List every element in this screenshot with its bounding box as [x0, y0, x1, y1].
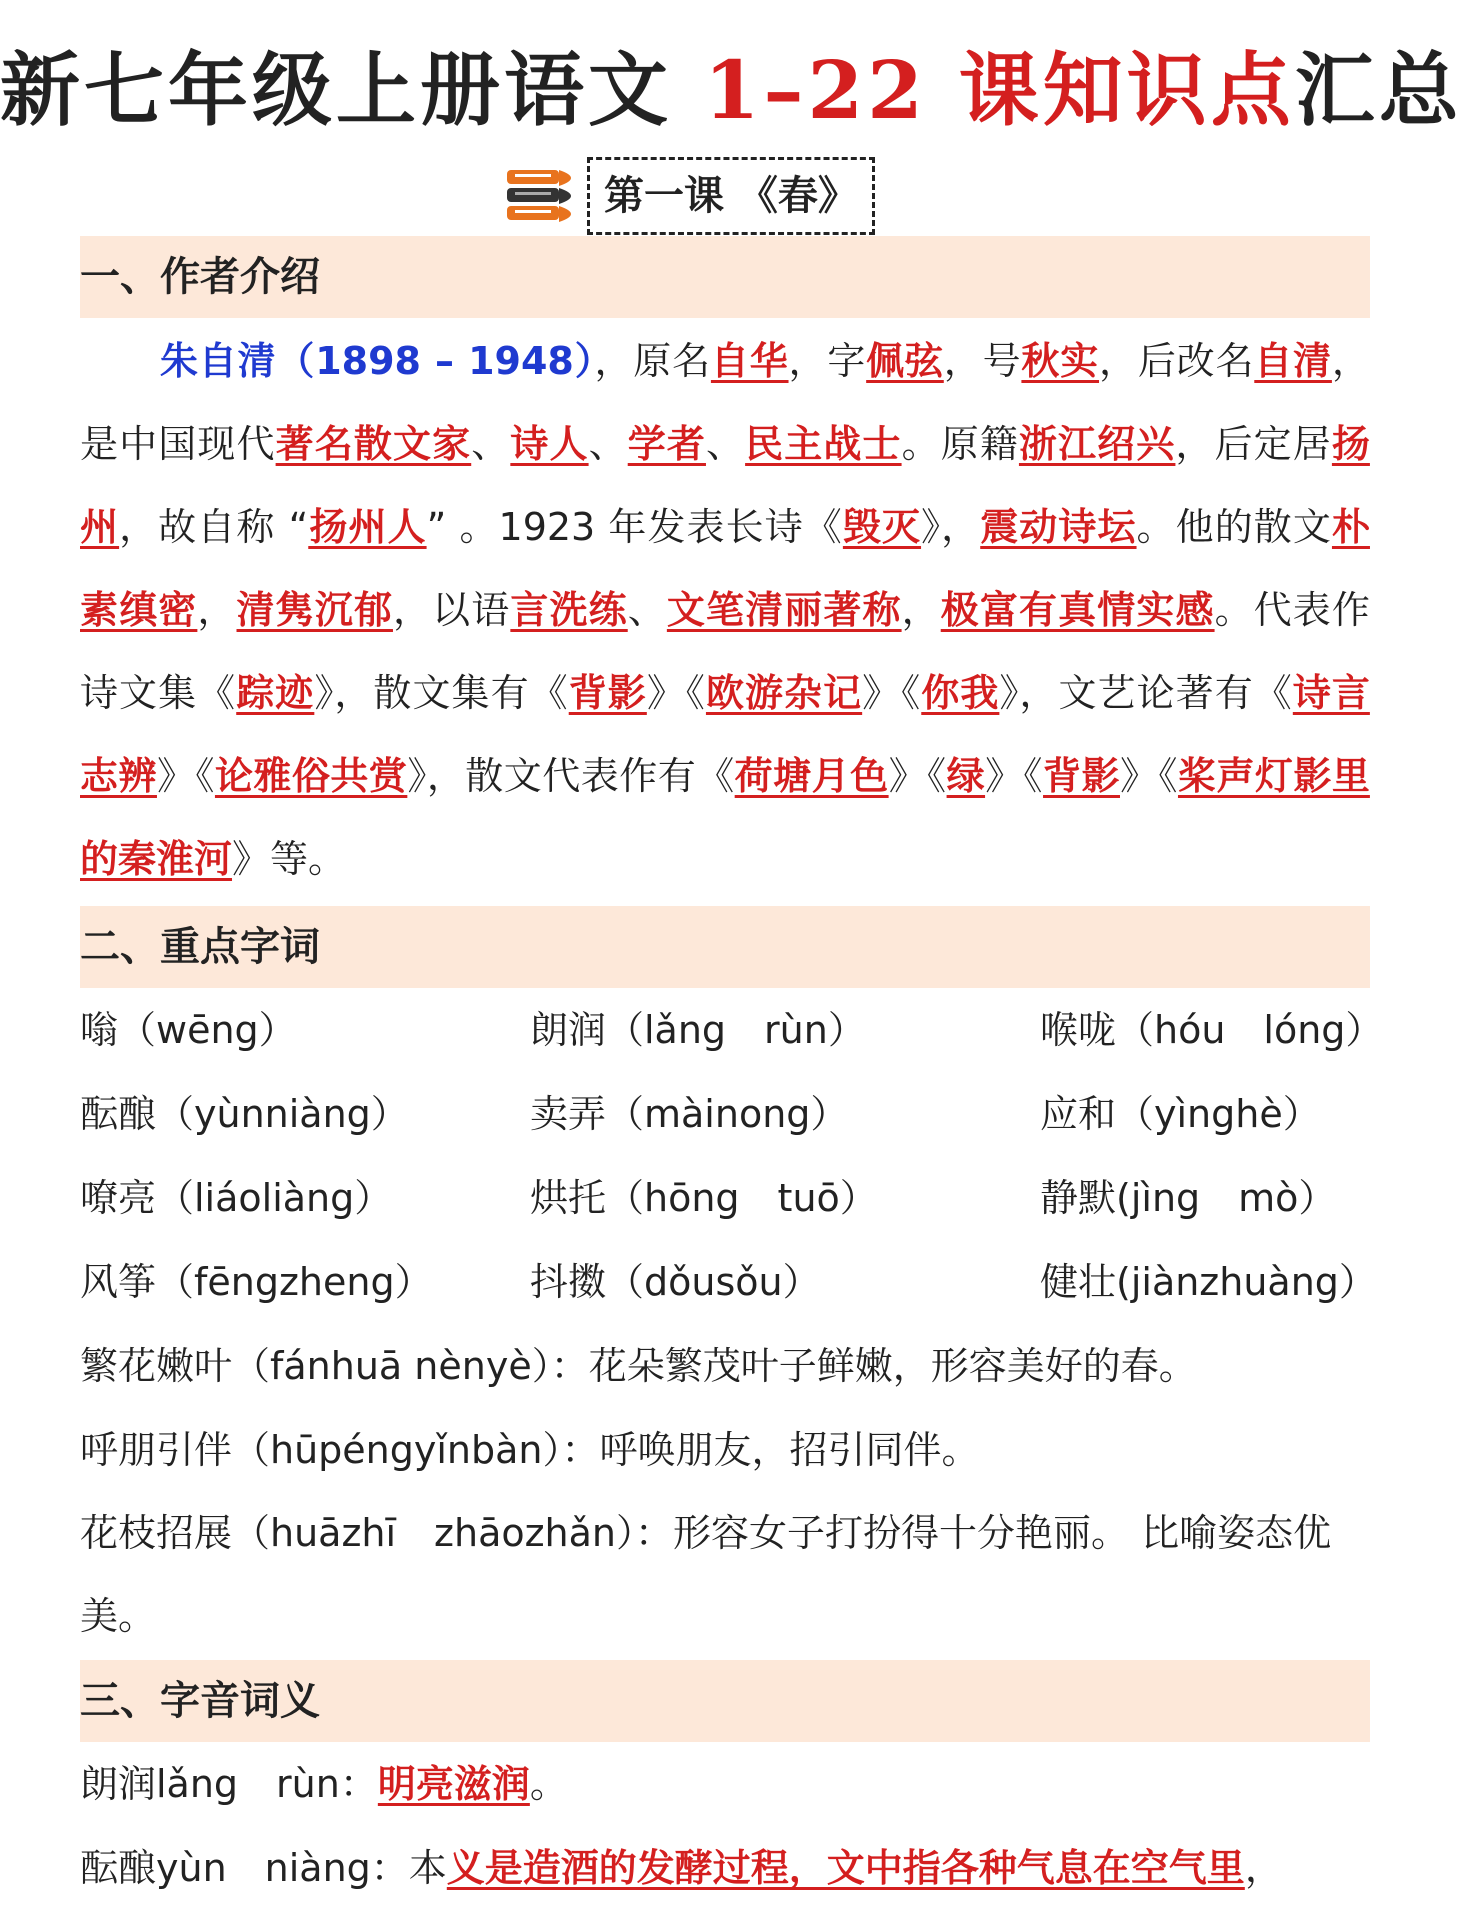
body-text: 。代表作诗文集《 — [80, 588, 1370, 715]
body-text: 》《 — [646, 671, 706, 715]
body-text: ，后改名 — [1099, 339, 1255, 383]
body-text: ，字 — [788, 339, 867, 383]
body-text: 》， — [921, 505, 981, 549]
word-entry: 抖擞（dǒusǒu） — [530, 1260, 821, 1304]
body-text: 、 — [627, 588, 667, 632]
idiom-list — [80, 1324, 1370, 1658]
body-text: ， — [1244, 1846, 1283, 1890]
body-text: 》《 — [156, 754, 215, 798]
word-entry: 烘托（hōng tuō） — [530, 1176, 878, 1220]
highlight-text: 自华 — [710, 339, 789, 383]
highlight-text: 佩弦 — [866, 339, 944, 383]
highlight-text: 背影 — [1043, 754, 1120, 798]
highlight-text: 朴素缜密 — [80, 505, 1370, 632]
books-icon — [505, 164, 583, 228]
author-paragraph — [80, 320, 1370, 901]
body-text: ，以语 — [392, 588, 511, 632]
section-heading-meanings: 三、字音词义 — [80, 1660, 1370, 1742]
word-entry: 酝酿（yùnniàng） — [80, 1092, 409, 1136]
highlight-text: 毁灭 — [842, 505, 922, 549]
section-heading-key-words: 二、重点字词 — [80, 906, 1370, 988]
title-red: 1–22 课知识点 — [703, 43, 1295, 137]
meanings-list — [80, 1742, 1370, 1910]
body-text: 》等。 — [232, 837, 347, 881]
body-text: 》，散文集有《 — [314, 671, 569, 715]
body-text: ，原名 — [594, 339, 711, 383]
idiom-item: 繁花嫩叶（fánhuā nènyè）：花朵繁茂叶子鲜嫩，形容美好的春。 — [80, 1344, 1197, 1388]
highlight-text: 自清 — [1254, 339, 1332, 383]
highlight-text: 扬州 — [80, 422, 1370, 549]
highlight-text: 震动诗坛 — [980, 505, 1137, 549]
highlight-text: 荷塘月色 — [734, 754, 889, 798]
body-text: ” 。1923 年发表长诗《 — [426, 505, 843, 549]
highlight-text: 绿 — [946, 754, 986, 798]
body-text: 。他的散文 — [1136, 505, 1332, 549]
body-text: ， — [901, 588, 941, 632]
body-text: ，故自称 “ — [119, 505, 309, 549]
title-part1: 新七年级上册语文 — [0, 43, 704, 137]
body-text: 、 — [588, 422, 628, 466]
author-intro — [80, 320, 1370, 901]
highlight-text: 民主战士 — [745, 422, 902, 466]
word-entry: 风筝（fēngzheng） — [80, 1260, 433, 1304]
highlight-text: 诗言志辨 — [80, 671, 1370, 798]
lesson-title: 第一课 《春》 — [587, 157, 875, 235]
highlight-text: 明亮滋润 — [377, 1762, 530, 1806]
word-entry: 卖弄（màinong） — [530, 1092, 849, 1136]
idiom-item: 花枝招展（huāzhī zhāozhǎn）：形容女子打扮得十分艳丽。 比喻姿态优美。 — [80, 1511, 1332, 1638]
word-row — [80, 988, 1440, 1072]
body-text: ，号 — [943, 339, 1022, 383]
word-entry: 健壮(jiànzhuàng） — [1040, 1260, 1377, 1304]
body-text: 、 — [471, 422, 511, 466]
highlight-text: 欧游杂记 — [705, 671, 863, 715]
body-text: 》《 — [985, 754, 1044, 798]
highlight-text: 扬州人 — [308, 505, 427, 549]
body-text: 》，文艺论著有《 — [999, 671, 1293, 715]
word-entry: 应和（yìnghè） — [1040, 1092, 1321, 1136]
highlight-text: 清隽沉郁 — [236, 588, 393, 632]
word-entry: 朗润（lǎng rùn） — [530, 1008, 866, 1052]
body-text: 。 — [529, 1762, 568, 1806]
meaning-item — [80, 1826, 1370, 1910]
page-title — [0, 42, 1463, 138]
highlight-text: 学者 — [627, 422, 706, 466]
word-entry: 嗡（wēng） — [80, 1008, 297, 1052]
highlight-text: 著名散文家 — [275, 422, 472, 466]
body-text: 》《 — [862, 671, 922, 715]
lesson-header — [505, 156, 875, 236]
body-text: 酝酿yùn niàng：本 — [80, 1846, 447, 1890]
body-text: 》，散文代表作有《 — [407, 754, 735, 798]
highlight-text: 背影 — [568, 671, 647, 715]
author-name: 朱自清（1898 – 1948） — [160, 339, 595, 383]
highlight-text: 踪迹 — [236, 671, 315, 715]
word-row — [80, 1072, 1440, 1156]
body-text: ，是中国现代 — [80, 339, 1370, 466]
highlight-text: 义是造酒的发酵过程，文中指各种气息在空气里 — [446, 1846, 1245, 1890]
word-row — [80, 1156, 1440, 1240]
meaning-item — [80, 1742, 1370, 1826]
word-row — [80, 1240, 1440, 1324]
highlight-text: 桨声灯影里的秦淮河 — [80, 754, 1370, 881]
body-text: 朗润lǎng rùn： — [80, 1762, 378, 1806]
idiom-item: 呼朋引伴（hūpéngyǐnbàn）：呼唤朋友，招引同伴。 — [80, 1428, 980, 1472]
highlight-text: 诗人 — [510, 422, 589, 466]
word-entry: 喉咙（hóu lóng） — [1040, 1008, 1384, 1052]
body-text: ， — [197, 588, 237, 632]
highlight-text: 论雅俗共赏 — [214, 754, 408, 798]
word-entry: 嘹亮（liáoliàng） — [80, 1176, 393, 1220]
body-text: ，后定居 — [1175, 422, 1332, 466]
highlight-text: 极富有真情实感 — [940, 588, 1215, 632]
body-text: 、 — [705, 422, 746, 466]
body-text: 》《 — [1120, 754, 1178, 798]
highlight-text: 浙江绍兴 — [1018, 422, 1176, 466]
section-heading-author: 一、作者介绍 — [80, 236, 1370, 318]
title-part2: 汇总 — [1294, 43, 1463, 137]
highlight-text: 文笔清丽著称 — [666, 588, 902, 632]
word-grid — [80, 988, 1440, 1324]
word-entry: 静默(jìng mò） — [1040, 1176, 1337, 1220]
highlight-text: 言洗练 — [510, 588, 628, 632]
highlight-text: 你我 — [921, 671, 1000, 715]
body-text: 》《 — [888, 754, 947, 798]
highlight-text: 秋实 — [1021, 339, 1100, 383]
body-text: 。原籍 — [901, 422, 1019, 466]
